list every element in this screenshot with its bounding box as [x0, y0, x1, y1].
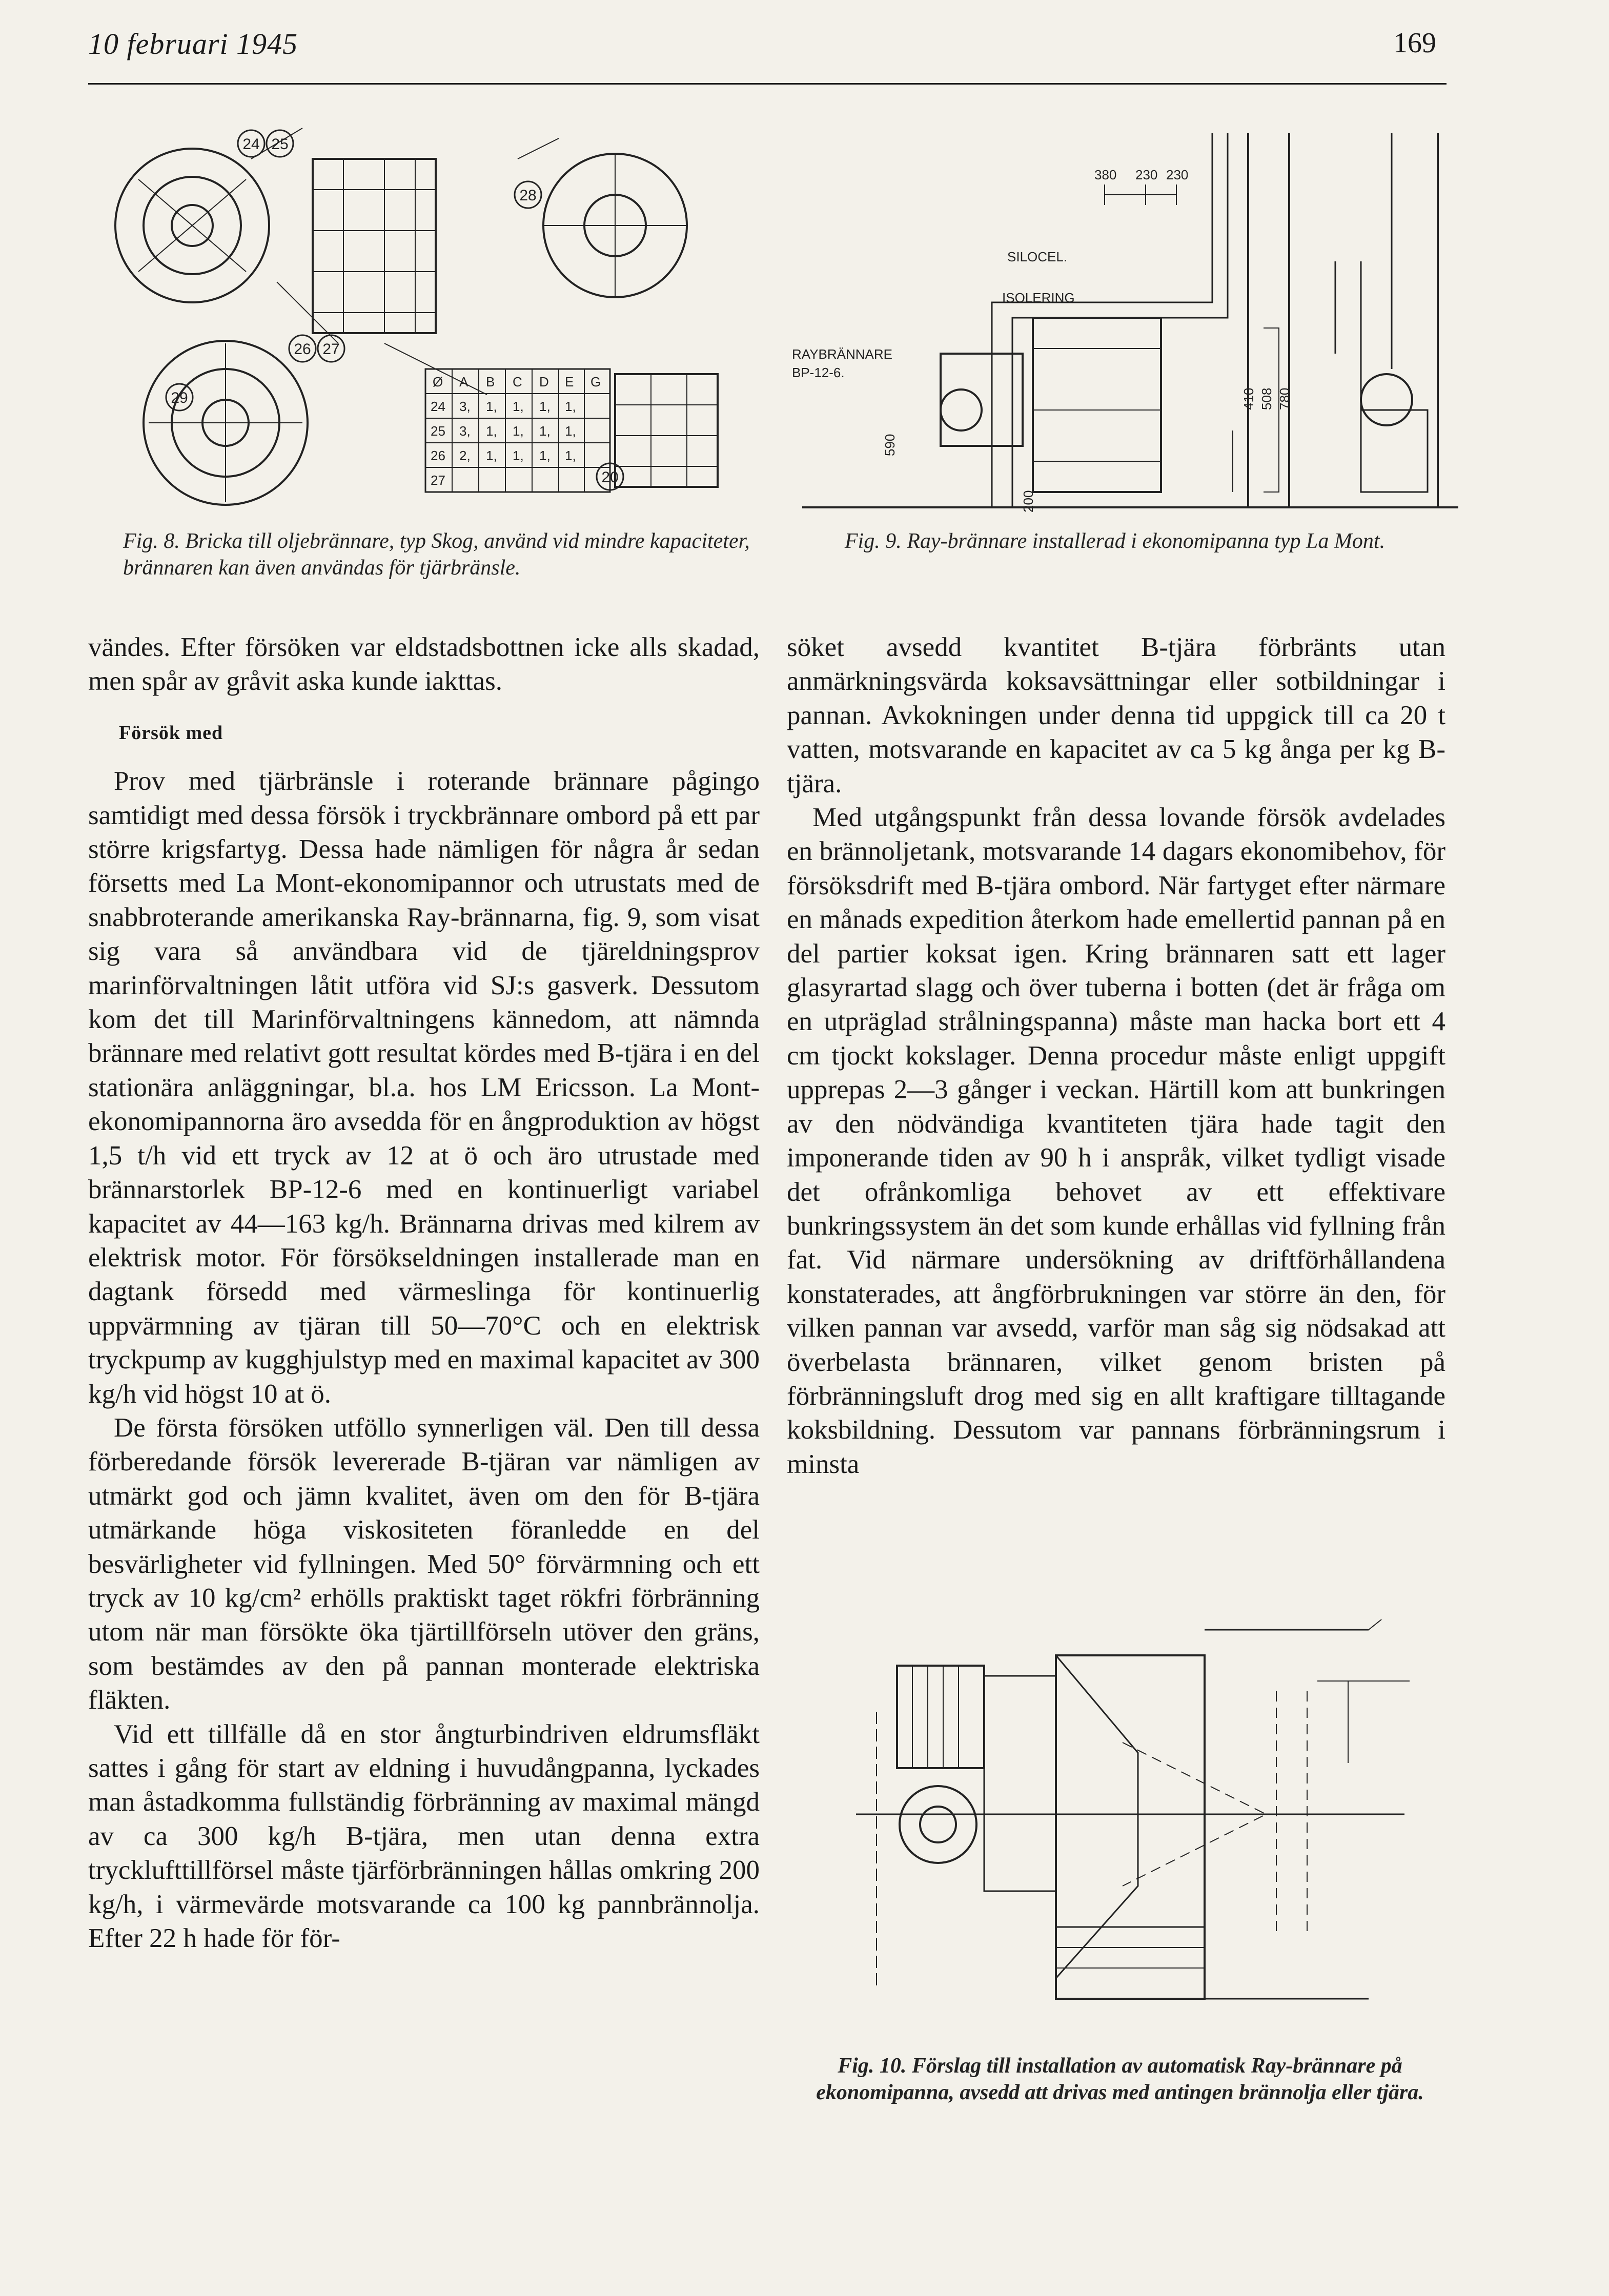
fig8-table-cell: 1, [565, 448, 576, 463]
fig8-table-h5: E [565, 374, 574, 389]
fig8-table-cell: 1, [539, 423, 551, 439]
fig9-dim-780: 780 [1277, 387, 1292, 410]
fig9-dim-380: 380 [1094, 167, 1117, 182]
left-paragraph-4: Vid ett tillfälle då en stor ångturbindriven eldrumsfläkt sattes i gång för start av eldning i huvudångpanna, lyckades man åstadkomma fullständig förbränning av maximal mängd av ca 300 kg/h B-tjära, men utan denna extra trycklufttillförsel måste tjärförbränningen hållas omkring 200 kg/h, i värmevärde motsvarande ca 100 kg pannbrännolja. Efter 22 h hade för för- [88, 1719, 760, 1954]
fig8-callout-24: 24 [242, 136, 260, 153]
right-column [787, 630, 1445, 1481]
fig8-table-h0: Ø [433, 374, 443, 389]
figure-8-caption: Fig. 8. Bricka till oljebrännare, typ Skog, använd vid mindre kapaciteter, brännaren kan även användas för tjärbränsle. [123, 529, 750, 580]
fig9-dim-230a: 230 [1135, 167, 1158, 182]
fig9-dim-590: 590 [882, 434, 898, 456]
fig10-motor [897, 1666, 984, 1768]
fig8-table-cell: 1, [486, 399, 497, 414]
fig9-pump [1361, 374, 1412, 425]
figure-10-caption: Fig. 10. Förslag till installation av automatisk Ray-brännare på ekonomipanna, avsedd att drivas med antingen brännolja eller tjära. [816, 2054, 1424, 2104]
fig9-label-raybrannare: RAYBRÄNNARE [792, 346, 893, 362]
running-header-date: 10 februari 1945 [88, 27, 298, 60]
fig8-table-cell: 1, [513, 423, 524, 439]
page-number: 169 [1393, 27, 1436, 59]
figure-8-svg [97, 118, 753, 523]
fig9-dim-200: 200 [1021, 490, 1036, 512]
fig8-callout-26: 26 [294, 341, 311, 358]
figure-10-drawing [815, 1619, 1420, 2040]
fig8-callout-25: 25 [271, 136, 289, 153]
fig8-table-h1: A [459, 374, 469, 389]
fig8-table-h3: C [513, 374, 522, 389]
section-heading: Försök med [119, 722, 223, 744]
left-paragraph-3: De första försöken utföllo synnerligen väl. Den till dessa förberedande försök levererade B-tjäran var nämligen av utmärkt god och jämn kvalitet, även om den för B-tjära utmärkande höga viskositeten föranledde en del besvärligheter vid fyllningen. Med 50° förvärmning och ett tryck av 10 kg/cm² erhölls praktiskt taget rökfri förbränning utom när man försökte öka tjärtillförseln utöver den gräns, som bestämdes av den på pannan monterade elektriska fläkten. [88, 1412, 760, 1715]
left-paragraph-1: vändes. Efter försöken var eldstadsbottnen icke alls skadad, men spår av gråvit aska kunde iakttas. [88, 632, 760, 696]
fig9-dim-230b: 230 [1166, 167, 1189, 182]
fig8-table-cell: 1, [486, 423, 497, 439]
fig9-dim-508: 508 [1259, 387, 1274, 410]
right-paragraph-2: Med utgångspunkt från dessa lovande försök avdelades en brännoljetank, motsvarande 14 dagars ekonomibehov, för försöksdrift med B-tjära ombord. När fartyget efter närmare en månads expedition återkom hade emellertid pannan på en del partier koksat igen. Kring brännaren satt ett lager glasyrartad slagg och över tuberna i botten (det är fråga om en utpräglad strålningspanna) måste man hacka bort ett 4 cm tjockt kokslager. Denna procedur måste enligt uppgift upprepas 2—3 gånger i veckan. Härtill kom att bunkringen av den nödvändiga kvantiteten tjära hade tagit den imponerande tiden av 90 h i anspråk, vilket tydligt visade det ofrånkomliga behovet av ett effektivare bunkringssystem än det som kunde erhållas vid fyllning från fat. Vid närmare undersökning av driftförhållandena konstaterades, att ångförbrukningen var större än den, för vilken pannan var avsedd, varför man såg sig nödsakad att överbelasta brännaren, vilket genom bristen på förbränningsluft drog med sig en allt kraftigare tilltagande koksbildning. Dessutom var pannans förbränningsrum i minsta [787, 803, 1445, 1479]
fig8-table-r3c1: 26 [431, 448, 445, 463]
fig8-table-r4c1: 27 [431, 473, 445, 488]
left-paragraph-2: Prov med tjärbränsle i roterande brännare pågingo samtidigt med dessa försök i tryckbrännare ombord på ett par större krigsfartyg. Dessa hade nämligen för några år sedan försetts med La Mont-ekonomipannor och utrustats med de snabbroterande amerikanska Ray-brännarna, fig. 9, som visat sig vara så användbara vid de tjäreldningsprov marinförvaltningen låtit utföra vid SJ:s gasverk. Dessutom kom det till Marinförvaltningens kännedom, att nämnda brännare med relativt gott resultat kördes med B-tjära i en del stationära anläggningar, bl.a. hos LM Ericsson. La Mont-ekonomipannorna äro avsedda för en ångproduktion av högst 1,5 t/h vid ett tryck av 12 at ö och äro utrustade med brännarstorlek BP-12-6 med en kontinuerligt variabel kapacitet av 44—163 kg/h. Brännarna drivas med kilrem av elektrisk motor. För försökseldningen installerade man en dagtank försedd med värmeslinga för kontinuerlig uppvärmning av tjäran till 50—70°C och en elektrisk tryckpump av kugghjulstyp med en maximal kapacitet av 300 kg/h vid högst 10 at ö. [88, 766, 760, 1409]
fig8-table-cell: 1, [486, 448, 497, 463]
fig8-table-cell: 3, [459, 423, 471, 439]
fig9-label-isolering: ISOLERING [1002, 290, 1075, 305]
left-column [88, 630, 760, 1955]
right-paragraph-1: söket avsedd kvantitet B-tjära förbränts utan anmärkningsvärda koksavsättningar eller sotbildningar i pannan. Avkokningen under denna tid uppgick till ca 20 t vatten, motsvarande en kapacitet av ca 5 kg ånga per kg B-tjära. [787, 632, 1445, 798]
figure-9-drawing [787, 123, 1471, 518]
header-rule [88, 83, 1447, 85]
fig8-table-r2c1: 25 [431, 423, 445, 439]
fig8-table-cell: 1, [565, 399, 576, 414]
fig8-table-cell: 1, [513, 448, 524, 463]
fig8-table-cell: 1, [565, 423, 576, 439]
fig8-table-cell: 3, [459, 399, 471, 414]
fig9-label-bp: BP-12-6. [792, 365, 845, 380]
fig8-table-cell: 1, [513, 399, 524, 414]
fig8-table-h6: G [590, 374, 601, 389]
fig8-callout-29: 29 [171, 389, 188, 406]
fig8-callout-27: 27 [322, 341, 340, 358]
fig9-burner-body [941, 354, 1023, 446]
figure-9-caption: Fig. 9. Ray-brännare installerad i ekonomipanna typ La Mont. [844, 529, 1386, 553]
figure-9-svg [787, 123, 1471, 518]
fig8-table-r1c1: 24 [431, 399, 445, 414]
fig9-label-silocel: SILOCEL. [1007, 249, 1068, 264]
fig8-table-h2: B [486, 374, 495, 389]
fig8-table-cell: 1, [539, 399, 551, 414]
fig9-furnace-section [1033, 318, 1161, 492]
fig8-table-cell: 2, [459, 448, 471, 463]
fig9-dim-410: 410 [1241, 387, 1256, 410]
fig10-fan [900, 1786, 976, 1863]
fig8-callout-20: 20 [601, 469, 619, 486]
figure-8-drawing [97, 118, 753, 523]
fig8-dimension-table [425, 369, 610, 492]
figure-10-svg [815, 1619, 1420, 2040]
fig8-callout-28: 28 [519, 187, 537, 204]
fig8-table-h4: D [539, 374, 549, 389]
fig8-table-cell: 1, [539, 448, 551, 463]
